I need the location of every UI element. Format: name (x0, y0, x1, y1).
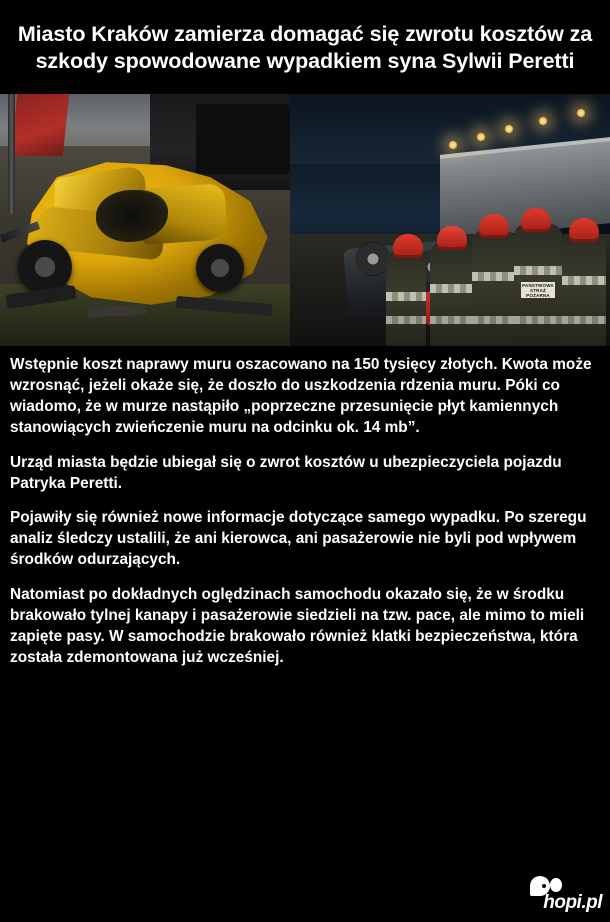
fire-service-badge (521, 282, 555, 298)
wheel-right (196, 244, 244, 292)
overturned-car-wheel-1 (356, 242, 390, 276)
article-paragraph: Urząd miasta będzie ubiegał się o zwrot kosztów u ubezpieczyciela pojazdu Patryka Peretti. (10, 453, 562, 492)
firefighter-figure (562, 234, 606, 346)
badge-line-2: STRAŻ POŻARNA (526, 287, 550, 298)
page-title: Miasto Kraków zamierza domagać się zwrotu kosztów za szkody spowodowane wypadkiem syna Sylwii Peretti (17, 22, 593, 73)
article-paragraph: Wstępnie koszt naprawy muru oszacowano na 150 tysięcy złotych. Kwota może wzrosnąć, jeżeli okaże się, że doszło do uszkodzenia rdzenia muru. Póki co wiadomo, że w murze nastąpiło „poprzeczne przesunięcie płyt kamiennych stanowiących zwieńczenie muru na odcinku ok. 14 mb”. (10, 356, 592, 436)
badge-line-1: PAŃSTWOWA (522, 283, 554, 289)
article-body (0, 346, 610, 668)
helmet-icon (521, 208, 551, 232)
article-paragraph: Natomiast po dokładnych oględzinach samochodu okazało się, że w środku brakowało tylnej kanapy i pasażerowie siedzieli na tzw. pace, ale mimo to mieli zapięte pasy. W samochodzie brakowało również klatki bezpieczeństwa, która została zdemontowana już wcześniej. (10, 586, 585, 666)
firefighter-figure (430, 242, 474, 346)
firefighter-figure (386, 250, 426, 346)
firefighter-figure-with-badge (514, 224, 562, 346)
photo-night-rescue (290, 94, 610, 346)
photo-strip (0, 94, 610, 346)
dark-vehicle-window (196, 104, 290, 174)
helmet-icon (393, 234, 423, 258)
logo-mascot-eye-icon (542, 884, 546, 888)
red-canopy-shape (11, 94, 70, 156)
helmet-icon (569, 218, 599, 242)
metal-pole-shape (8, 94, 15, 214)
logo-mascot-body-icon (550, 878, 562, 892)
watermark-logo (500, 874, 604, 918)
article-paragraph: Pojawiły się również nowe informacje dotyczące samego wypadku. Po szeregu analiz śledczy ustalili, że ani kierowca, ani pasażerowie nie byli pod wpływem środków odurzających. (10, 509, 587, 569)
helmet-icon (437, 226, 467, 250)
helmet-icon (479, 214, 509, 238)
watermark-text: hopi.pl (543, 892, 602, 913)
photo-wrecked-car (0, 94, 290, 346)
firefighter-figure (472, 230, 516, 346)
